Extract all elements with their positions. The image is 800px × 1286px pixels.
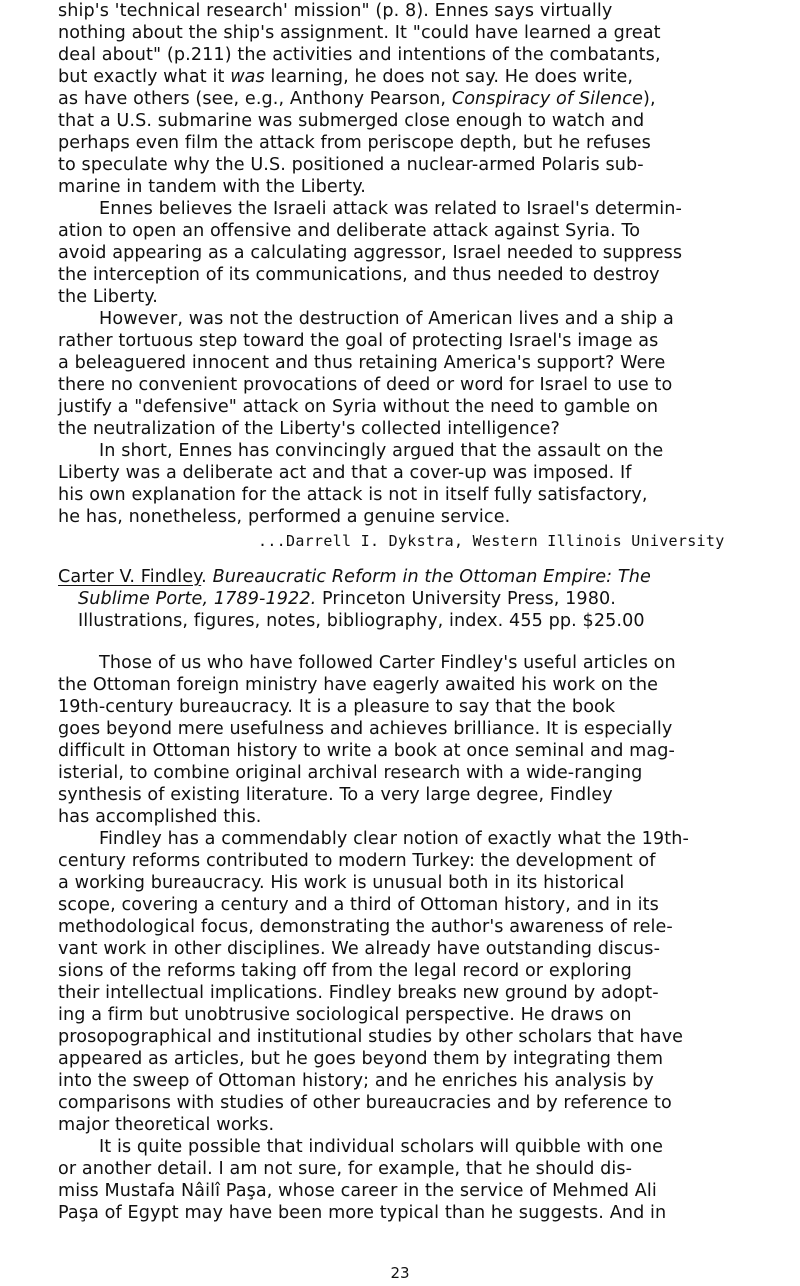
text-line: nothing about the ship's assignment. It "could have learned a great <box>58 23 661 43</box>
review-heading-line: Carter V. Findley. Bureaucratic Reform in the Ottoman Empire: The <box>58 567 651 587</box>
text-line: appeared as articles, but he goes beyond them by integrating them <box>58 1049 664 1069</box>
text-line: Those of us who have followed Carter Findley's useful articles on <box>99 653 676 673</box>
text-line: ship's 'technical research' mission" (p. 8). Ennes says virtually <box>58 1 613 21</box>
book-author: Carter V. Findley <box>58 567 202 587</box>
text-line: comparisons with studies of other bureaucracies and by reference to <box>58 1093 672 1113</box>
text-line: but exactly what it was learning, he does not say. He does write, <box>58 67 634 87</box>
cited-work-title: Conspiracy of Silence <box>451 89 643 109</box>
text-line: isterial, to combine original archival research with a wide-ranging <box>58 763 643 783</box>
text-line: ing a firm but unobtrusive sociological perspective. He draws on <box>58 1005 632 1025</box>
text-line: deal about" (p.211) the activities and intentions of the combatants, <box>58 45 661 65</box>
text-line: perhaps even film the attack from periscope depth, but he refuses <box>58 133 651 153</box>
review-heading-line <box>78 588 616 610</box>
text-line: In short, Ennes has convincingly argued that the assault on the <box>99 441 664 461</box>
text-line: marine in tandem with the Liberty. <box>58 177 366 197</box>
text-line: his own explanation for the attack is not in itself fully satisfactory, <box>58 485 648 505</box>
book-publisher: Princeton University Press, 1980. <box>316 589 616 609</box>
text-line: the Liberty. <box>58 287 158 307</box>
text-line: avoid appearing as a calculating aggressor, Israel needed to suppress <box>58 243 683 263</box>
text-line: scope, covering a century and a third of Ottoman history, and in its <box>58 895 659 915</box>
book-title: Bureaucratic Reform in the Ottoman Empire: The <box>212 567 651 587</box>
page-number: 23 <box>390 1264 410 1282</box>
text-line: their intellectual implications. Findley breaks new ground by adopt- <box>58 983 659 1003</box>
text-line: into the sweep of Ottoman history; and he enriches his analysis by <box>58 1071 654 1091</box>
text-line: the interception of its communications, and thus needed to destroy <box>58 265 660 285</box>
text-line: sions of the reforms taking off from the legal record or exploring <box>58 961 632 981</box>
text-line: Ennes believes the Israeli attack was related to Israel's determin- <box>99 199 682 219</box>
text-line: major theoretical works. <box>58 1115 275 1135</box>
text-line: Liberty was a deliberate act and that a cover-up was imposed. If <box>58 463 632 483</box>
text-line: ation to open an offensive and deliberate attack against Syria. To <box>58 221 641 241</box>
text-line: century reforms contributed to modern Turkey: the development of <box>58 851 656 871</box>
text-line: or another detail. I am not sure, for example, that he should dis- <box>58 1159 633 1179</box>
text-line: a working bureaucracy. His work is unusual both in its historical <box>58 873 625 893</box>
text-line: rather tortuous step toward the goal of protecting Israel's image as <box>58 331 659 351</box>
text-line: as have others (see, e.g., Anthony Pearson, Conspiracy of Silence), <box>58 89 656 109</box>
text-line: Paşa of Egypt may have been more typical than he suggests. And in <box>58 1203 667 1223</box>
text-line: prosopographical and institutional studies by other scholars that have <box>58 1027 684 1047</box>
text-line: the neutralization of the Liberty's collected intelligence? <box>58 419 560 439</box>
text-line: 19th-century bureaucracy. It is a pleasure to say that the book <box>58 697 616 717</box>
text-line: Findley has a commendably clear notion of exactly what the 19th- <box>99 829 689 849</box>
text-line: has accomplished this. <box>58 807 262 827</box>
text-line: synthesis of existing literature. To a very large degree, Findley <box>58 785 613 805</box>
text-line: However, was not the destruction of American lives and a ship a <box>99 309 674 329</box>
book-title-cont: Sublime Porte, 1789-1922. <box>78 589 317 609</box>
text-line: a beleaguered innocent and thus retaining America's support? Were <box>58 353 666 373</box>
text-line: that a U.S. submarine was submerged close enough to watch and <box>58 111 645 131</box>
text-line: It is quite possible that individual scholars will quibble with one <box>99 1137 664 1157</box>
text-line: methodological focus, demonstrating the author's awareness of rele- <box>58 917 673 937</box>
text-line: there no convenient provocations of deed or word for Israel to use to <box>58 375 673 395</box>
reviewer-signature: ...Darrell I. Dykstra, Western Illinois University <box>258 532 725 550</box>
text-line: the Ottoman foreign ministry have eagerly awaited his work on the <box>58 675 658 695</box>
text-line: goes beyond mere usefulness and achieves brilliance. It is especially <box>58 719 673 739</box>
text-line: miss Mustafa Nâilî Paşa, whose career in the service of Mehmed Ali <box>58 1181 657 1201</box>
text-line: he has, nonetheless, performed a genuine service. <box>58 507 511 527</box>
text-line: justify a "defensive" attack on Syria without the need to gamble on <box>58 397 659 417</box>
text-line: to speculate why the U.S. positioned a nuclear-armed Polaris sub- <box>58 155 644 175</box>
book-details: Illustrations, figures, notes, bibliography, index. 455 pp. $25.00 <box>78 611 645 631</box>
text-line: difficult in Ottoman history to write a book at once seminal and mag- <box>58 741 676 761</box>
text-line: vant work in other disciplines. We already have outstanding discus- <box>58 939 661 959</box>
